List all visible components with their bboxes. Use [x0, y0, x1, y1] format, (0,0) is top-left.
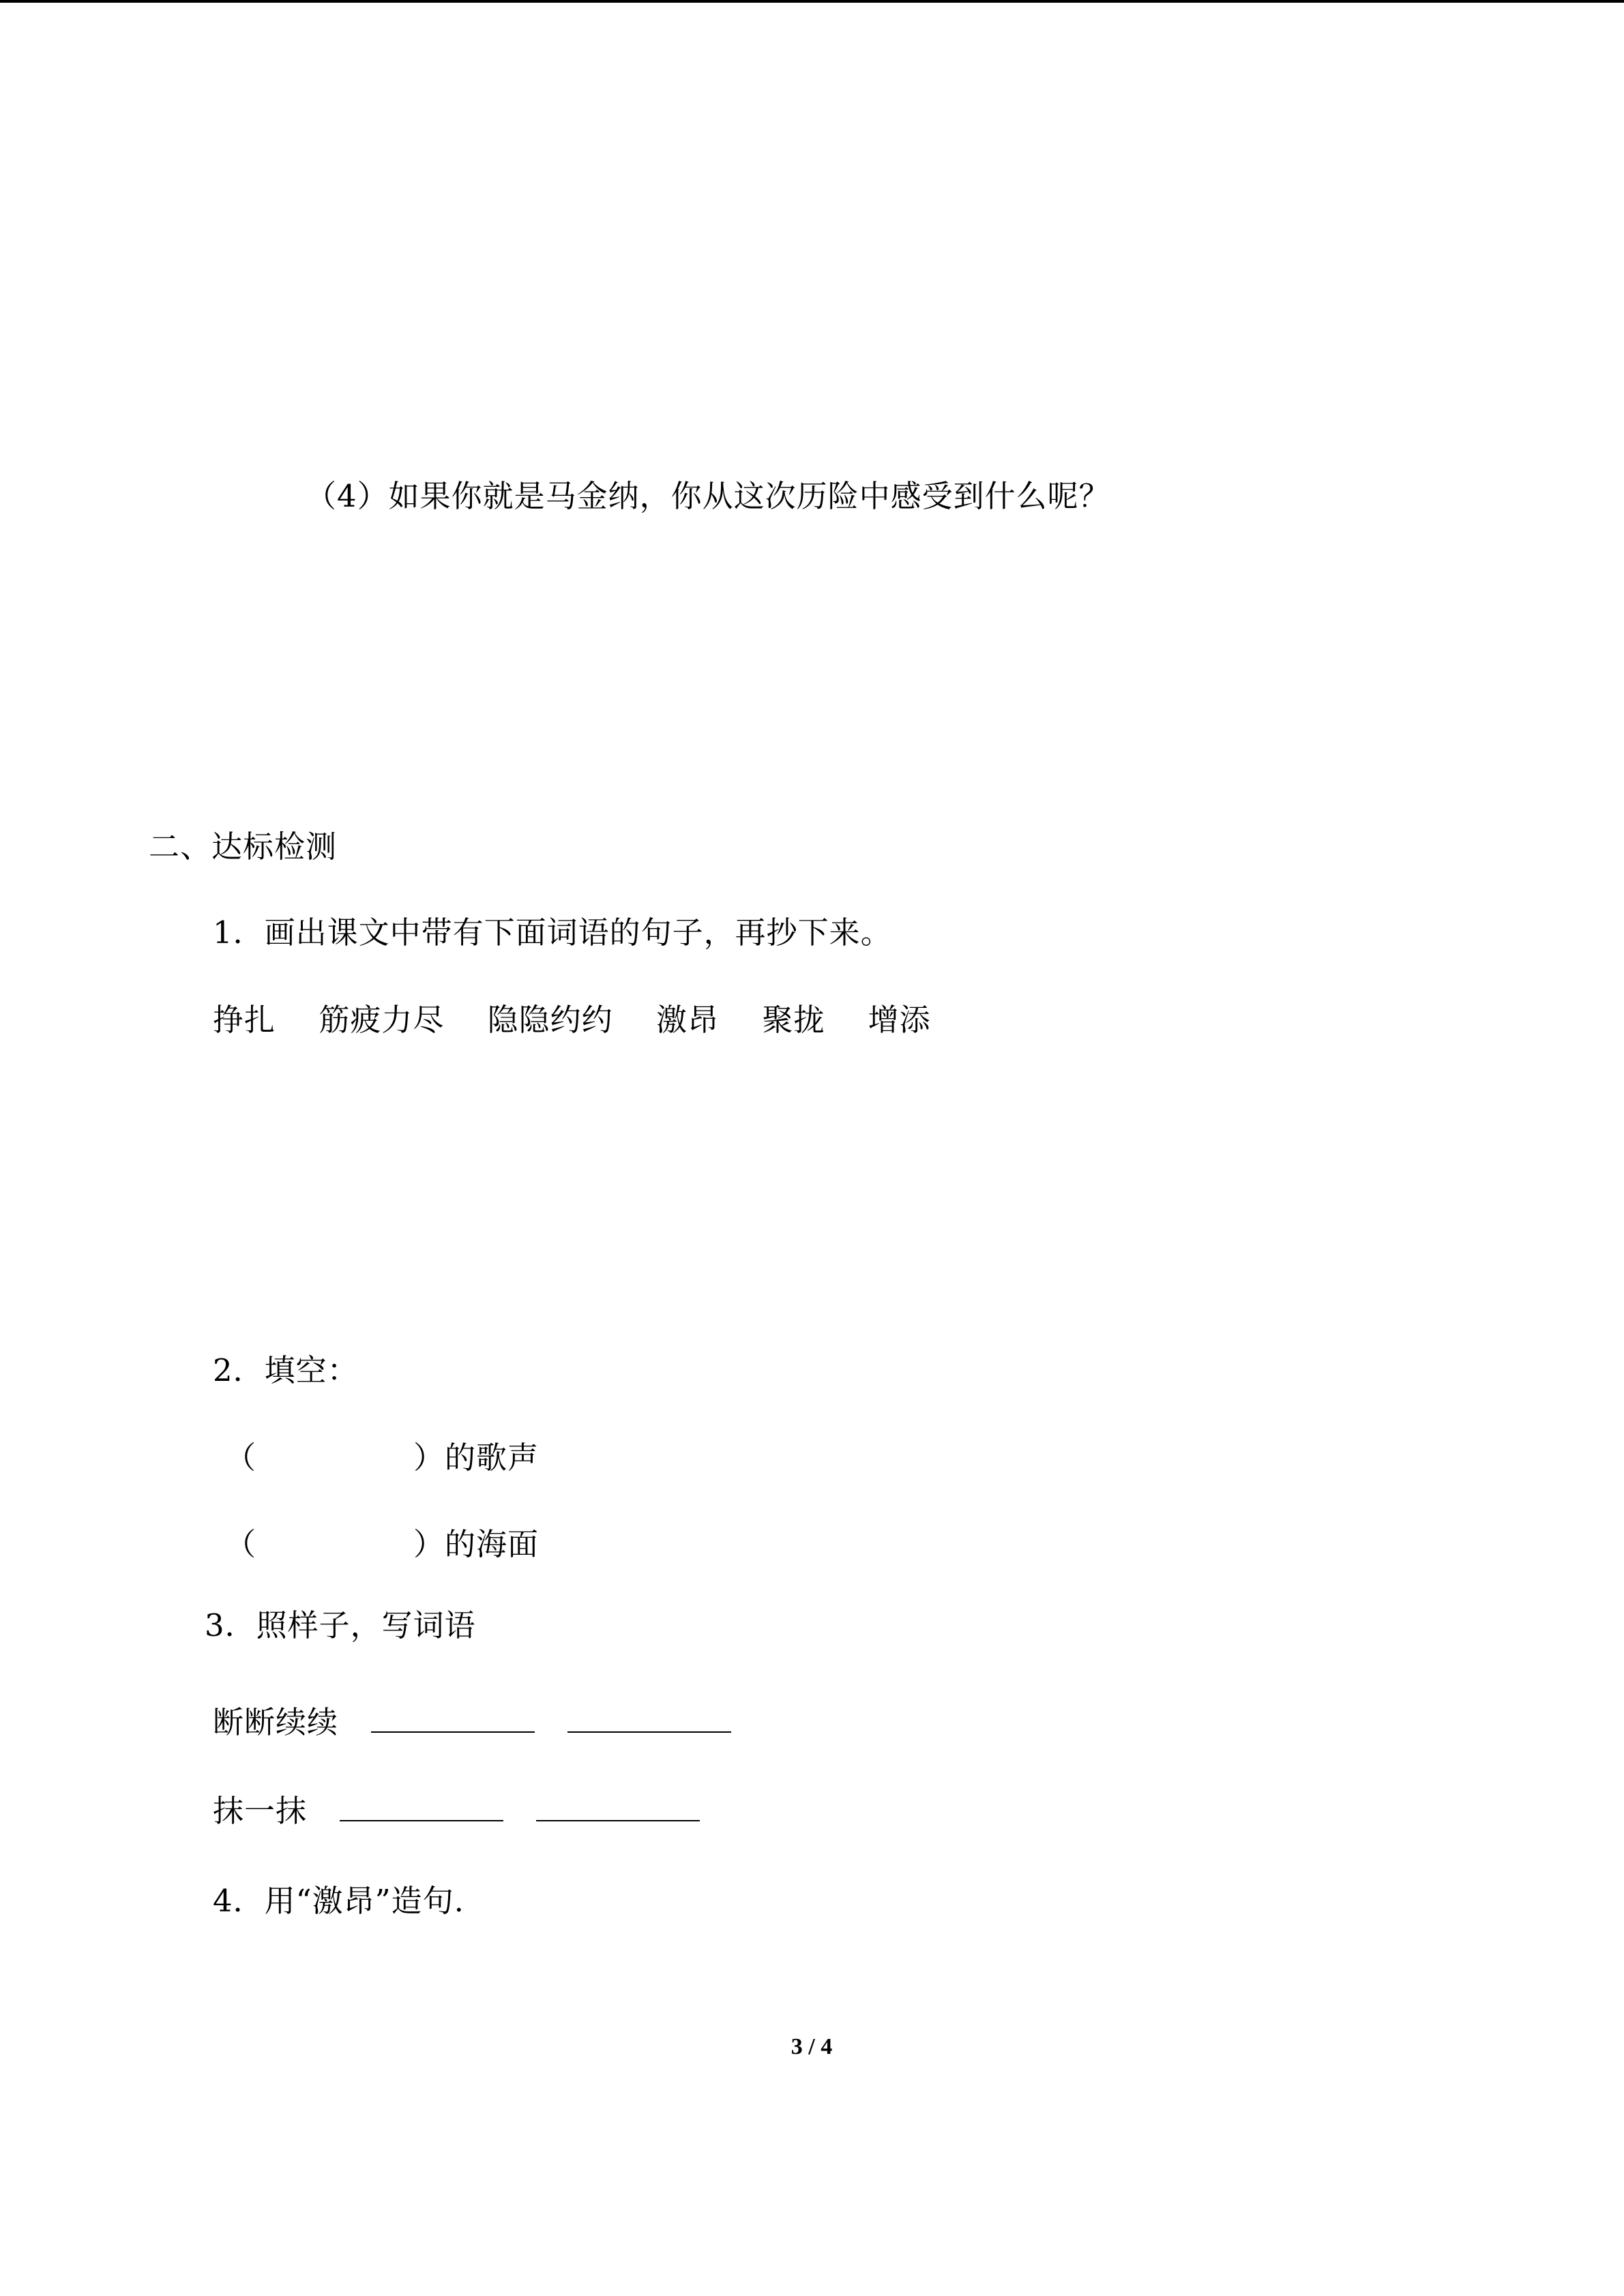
- question-4: （4）如果你就是马金纳，你从这次历险中感受到什么呢？: [306, 478, 1110, 514]
- answer-blank[interactable]: [567, 1731, 731, 1733]
- answer-blank[interactable]: [340, 1820, 503, 1821]
- page-number: 3 / 4: [791, 2034, 833, 2059]
- word-item: 隐隐约约: [487, 1002, 613, 1038]
- item-2-blank-1: [225, 1437, 539, 1478]
- item-3-example-1: [213, 1702, 731, 1743]
- word-item: 挣扎: [213, 1002, 276, 1038]
- item-2-prompt: 2．填空：: [213, 1352, 359, 1388]
- item-1-word-list: [213, 1000, 931, 1041]
- blank-suffix: ）的歌声: [413, 1440, 540, 1476]
- item-3-example-2: [213, 1791, 700, 1832]
- word-item: 筋疲力尽: [319, 1002, 445, 1038]
- blank-suffix: ）的海面: [413, 1526, 540, 1562]
- item-2-blank-2: [225, 1524, 539, 1565]
- word-item: 增添: [868, 1002, 931, 1038]
- answer-blank[interactable]: [536, 1820, 700, 1821]
- section-title: 二、达标检测: [149, 829, 338, 865]
- word-item: 激昂: [655, 1002, 719, 1038]
- open-paren: （: [225, 1440, 257, 1476]
- item-1-prompt: 1．画出课文中带有下面词语的句子，再抄下来。: [213, 914, 892, 951]
- answer-blank[interactable]: [371, 1731, 535, 1733]
- item-4-prompt: 4．用“激昂”造句.: [213, 1883, 464, 1919]
- open-paren: （: [225, 1526, 257, 1562]
- example-word: 断断续续: [213, 1704, 339, 1740]
- example-word: 抹一抹: [213, 1793, 308, 1829]
- page-top-border: [0, 0, 1624, 3]
- word-item: 聚拢: [762, 1002, 825, 1038]
- item-3-prompt: 3．照样子，写词语: [205, 1607, 476, 1643]
